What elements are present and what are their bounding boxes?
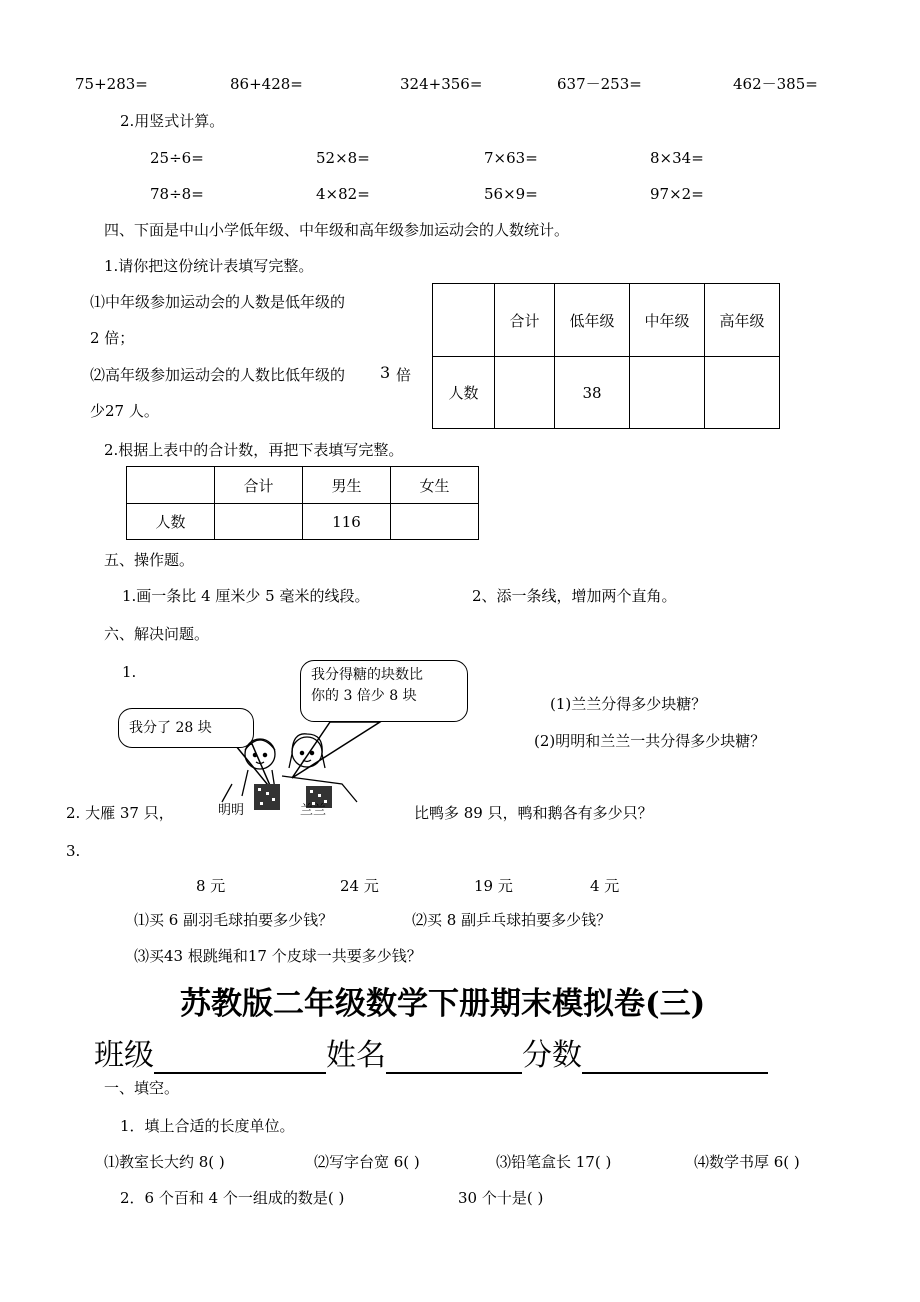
name-blank[interactable] bbox=[386, 1044, 522, 1074]
table1-header-high: 高年级 bbox=[705, 284, 780, 357]
problem2-part-b: 比鸭多 89 只，鸭和鹅各有多少只？ bbox=[414, 804, 653, 822]
section4-cond1a: ⑴中年级参加运动会的人数是低年级的 bbox=[90, 293, 346, 311]
class-blank[interactable] bbox=[154, 1044, 326, 1074]
table2-cell-boys[interactable]: 116 bbox=[303, 504, 391, 540]
score-blank[interactable] bbox=[582, 1044, 768, 1074]
exam-s1-q2-a: 2．6 个百和 4 个一组成的数是( ) bbox=[120, 1189, 345, 1207]
table2-row-label: 人数 bbox=[127, 504, 215, 540]
score-label: 分数 bbox=[522, 1038, 582, 1073]
name-lanlan: 兰兰 bbox=[300, 803, 327, 818]
name-mingming: 明明 bbox=[218, 803, 245, 818]
price-2: 24 元 bbox=[340, 877, 379, 895]
exam-s1-item-4: ⑷数学书厚 6( ) bbox=[694, 1153, 800, 1171]
vcalc-2-1: 78÷8= bbox=[150, 185, 204, 203]
vcalc-2-2: 4×82= bbox=[316, 185, 370, 203]
table2-header-total: 合计 bbox=[215, 467, 303, 504]
vcalc-2-3: 56×9= bbox=[484, 185, 538, 203]
section5-heading: 五、操作题。 bbox=[104, 551, 195, 569]
calc-3: 324+356= bbox=[400, 75, 483, 93]
section5-q1: 1.画一条比 4 厘米少 5 毫米的线段。 bbox=[122, 587, 370, 605]
vcalc-2-4: 97×2= bbox=[650, 185, 704, 203]
bubble-right-line2: 你的 3 倍少 8 块 bbox=[311, 688, 417, 704]
exam-s1-q1: 1．填上合适的长度单位。 bbox=[120, 1117, 295, 1135]
table1-cell-low[interactable]: 38 bbox=[555, 357, 630, 429]
children-illustration bbox=[212, 728, 382, 812]
exam-s1-item-1: ⑴教室长大约 8( ) bbox=[104, 1153, 225, 1171]
exam-s1-heading: 一、填空。 bbox=[104, 1079, 180, 1097]
section4-cond2b: 少27 人。 bbox=[90, 402, 159, 420]
bubble-left-text: 我分了 28 块 bbox=[129, 720, 212, 736]
speech-bubble-right bbox=[300, 660, 468, 722]
problem3-q1: ⑴买 6 副羽毛球拍要多少钱？ bbox=[134, 911, 334, 929]
section4-cond2-after: 倍 bbox=[396, 366, 412, 384]
student-info-line bbox=[94, 1030, 768, 1074]
exam-title: 苏教版二年级数学下册期末模拟卷(三) bbox=[180, 986, 706, 1022]
vcalc-1-1: 25÷6= bbox=[150, 149, 204, 167]
table1-header-low: 低年级 bbox=[555, 284, 630, 357]
problem3-q3: ⑶买43 根跳绳和17 个皮球一共要多少钱？ bbox=[134, 947, 422, 965]
price-1: 8 元 bbox=[196, 877, 226, 895]
problem1-q1: (1)兰兰分得多少块糖？ bbox=[550, 695, 707, 713]
table1-header-total: 合计 bbox=[495, 284, 555, 357]
vcalc-1-4: 8×34= bbox=[650, 149, 704, 167]
table1-row-label: 人数 bbox=[433, 357, 495, 429]
problem3-number: 3. bbox=[66, 842, 81, 860]
exam-s1-q2-b: 30 个十是( ) bbox=[458, 1189, 544, 1207]
table1-header-mid: 中年级 bbox=[630, 284, 705, 357]
section4-cond1b: 2 倍； bbox=[90, 329, 135, 347]
price-3: 19 元 bbox=[474, 877, 513, 895]
section4-q1: 1.请你把这份统计表填写完整。 bbox=[104, 257, 314, 275]
calc-5: 462－385= bbox=[733, 75, 818, 93]
table2-header-boys: 男生 bbox=[303, 467, 391, 504]
problem3-q2: ⑵买 8 副乒乓球拍要多少钱？ bbox=[412, 911, 612, 929]
bubble-right-line1: 我分得糖的块数比 bbox=[311, 667, 423, 683]
problem1-number: 1. bbox=[122, 663, 137, 681]
table2-header-girls: 女生 bbox=[391, 467, 479, 504]
exam-s1-item-2: ⑵写字台宽 6( ) bbox=[314, 1153, 420, 1171]
problem2-part-a: 2. 大雁 37 只， bbox=[66, 804, 174, 822]
calc-1: 75+283= bbox=[75, 75, 148, 93]
class-label: 班级 bbox=[94, 1038, 154, 1073]
problem1-q2: (2)明明和兰兰一共分得多少块糖？ bbox=[534, 732, 766, 750]
section5-q2: 2、添一条线，增加两个直角。 bbox=[472, 587, 677, 605]
section4-cond2a: ⑵高年级参加运动会的人数比低年级的 bbox=[90, 366, 346, 384]
name-label: 姓名 bbox=[326, 1038, 386, 1073]
exam-s1-item-3: ⑶铅笔盒长 17( ) bbox=[496, 1153, 612, 1171]
price-4: 4 元 bbox=[590, 877, 620, 895]
calc-4: 637－253= bbox=[557, 75, 642, 93]
vertical-calc-title: 2.用竖式计算。 bbox=[120, 112, 225, 130]
vcalc-1-3: 7×63= bbox=[484, 149, 538, 167]
calc-2: 86+428= bbox=[230, 75, 303, 93]
section6-heading: 六、解决问题。 bbox=[104, 625, 210, 643]
section4-heading: 四、下面是中山小学低年级、中年级和高年级参加运动会的人数统计。 bbox=[104, 221, 570, 239]
vcalc-1-2: 52×8= bbox=[316, 149, 370, 167]
section4-cond2-digit: 3 bbox=[380, 363, 391, 382]
section4-q2: 2.根据上表中的合计数，再把下表填写完整。 bbox=[104, 441, 404, 459]
